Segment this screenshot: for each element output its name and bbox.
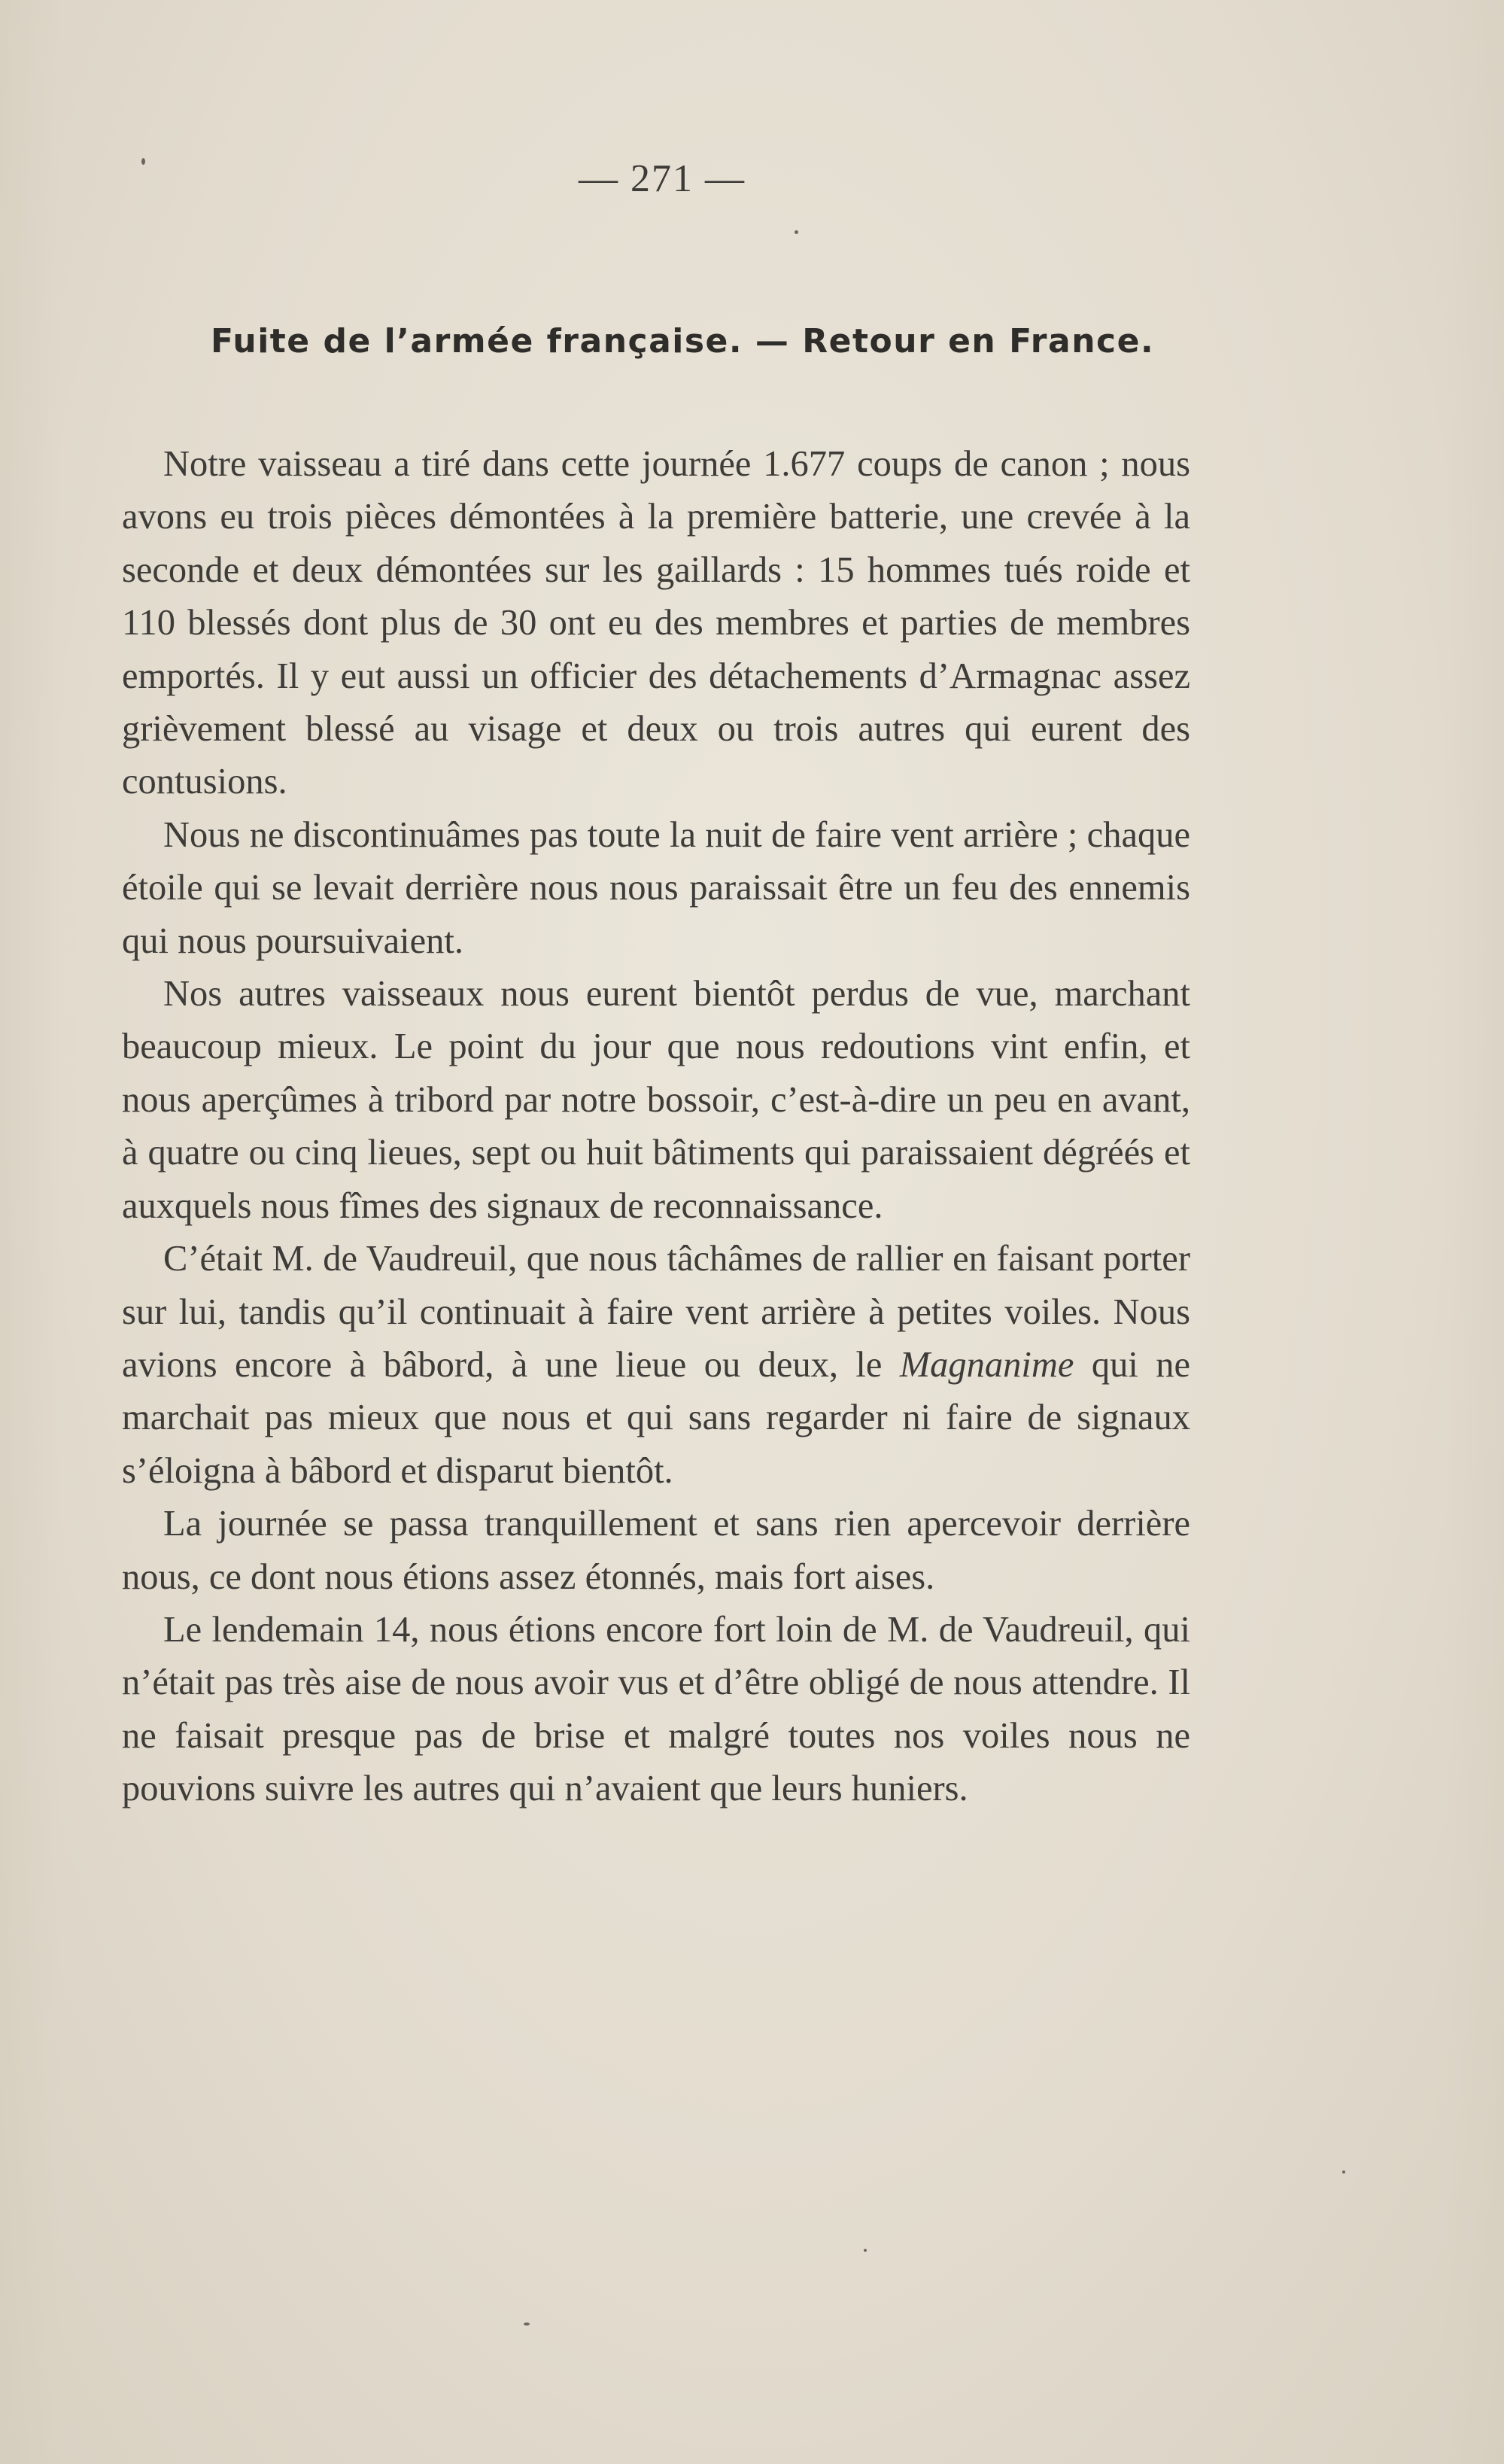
chapter-heading: Fuite de l’armée française. — Retour en France.	[211, 322, 1155, 360]
paragraph: La journée se passa tranquillement et sans rien apercevoir derrière nous, ce dont nous étions assez étonnés, mais fort aises.	[122, 1504, 1190, 1597]
paragraph: Le lendemain 14, nous étions encore fort loin de M. de Vaudreuil, qui n’était pas très aise de nous avoir vus et d’être obligé de nous attendre. Il ne faisait presque pas de brise et malgré toutes nos voiles nous ne pouvions suivre les autres qui n’avaient que leurs huniers.	[122, 1609, 1190, 1809]
paragraph-text-after-ship: qui ne marchait pas mieux que nous et qui sans regarder ni faire de signaux s’éloigna à bâbord et disparut bientôt.	[122, 1344, 1190, 1491]
paragraph: Notre vaisseau a tiré dans cette journée 1.677 coups de canon ; nous avons eu trois pièces démontées à la première batterie, une crevée à la seconde et deux démontées sur les gaillards : 15 hommes tués roide et 110 blessés dont plus de 30 ont eu des membres et parties de membres emportés. Il y eut aussi un officier des détachements d’Armagnac assez grièvement blessé au visage et deux ou trois autres qui eurent des contusions.	[122, 444, 1190, 802]
ship-name-italic: Magnanime	[899, 1344, 1074, 1385]
paragraph: Nos autres vaisseaux nous eurent bientôt perdus de vue, marchant beaucoup mieux. Le point du jour que nous redoutions vint enfin, et nous aperçûmes à tribord par notre bossoir, c’est-à-dire un peu en avant, à quatre ou cinq lieues, sept ou huit bâtiments qui paraissaient dégréés et auxquels nous fîmes des signaux de reconnaissance.	[122, 974, 1190, 1226]
paper-speck	[795, 230, 798, 234]
paragraph	[122, 1233, 1190, 1498]
paper-speck	[864, 2249, 867, 2252]
page-number: — 271 —	[579, 157, 746, 200]
body-text	[122, 438, 1190, 1816]
paragraph-text-before-ship: C’était M. de Vaudreuil, que nous tâchâmes de rallier en faisant porter sur lui, tandis qu’il continuait à faire vent arrière à petites voiles. Nous avions encore à bâbord, à une lieue ou deux, le	[122, 1239, 1190, 1385]
paper-speck	[1342, 2170, 1345, 2173]
paper-speck	[524, 2323, 530, 2326]
paragraph: Nous ne discontinuâmes pas toute la nuit de faire vent arrière ; chaque étoile qui se levait derrière nous nous paraissait être un feu des ennemis qui nous poursuivaient.	[122, 814, 1190, 961]
paper-speck	[141, 158, 145, 165]
